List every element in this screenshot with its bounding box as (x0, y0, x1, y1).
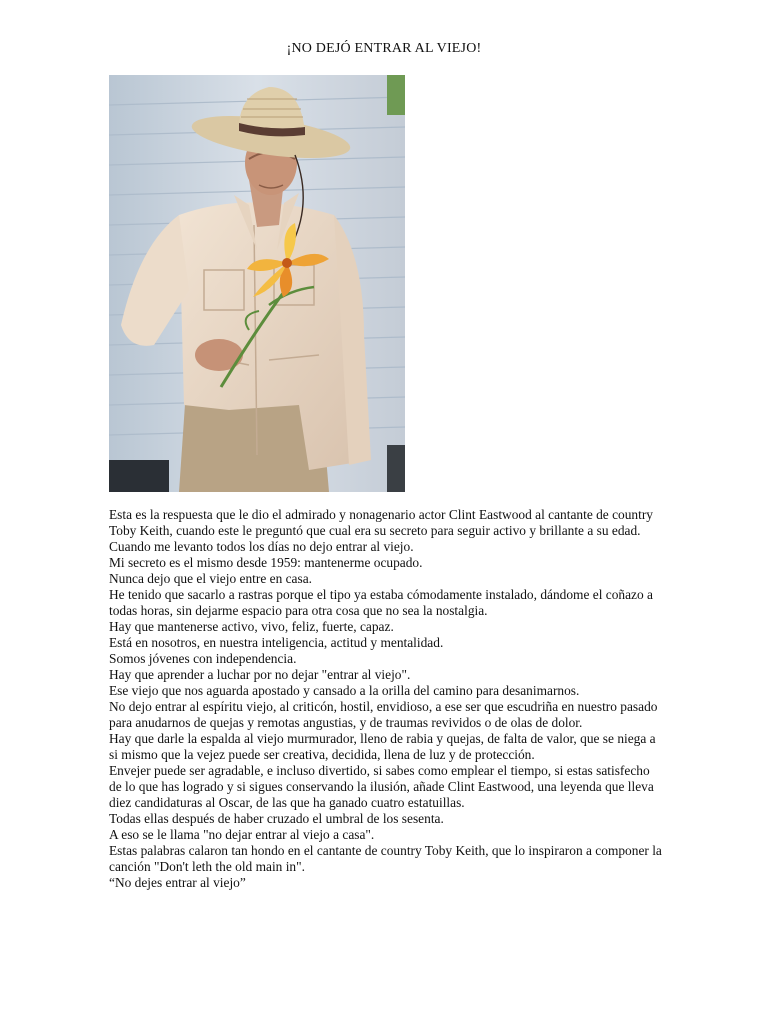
paragraph: Ese viejo que nos aguarda apostado y cansado a la orilla del camino para desanimarnos. (109, 683, 580, 698)
paragraph: He tenido que sacarlo a rastras porque el tipo ya estaba cómodamente instalado, dándome el coñazo a todas horas, sin dejarme espacio para otra cosa que no sea la nostalgia. (109, 587, 653, 618)
paragraph: Hay que mantenerse activo, vivo, feliz, fuerte, capaz. (109, 619, 394, 634)
paragraph: Hay que darle la espalda al viejo murmurador, lleno de rabia y quejas, de falta de valor, que se niega a si mismo que la vejez puede ser creativa, decidida, llena de luz y de protección. (109, 731, 656, 762)
paragraph: “No dejes entrar al viejo” (109, 875, 246, 890)
paragraph: Nunca dejo que el viejo entre en casa. (109, 571, 312, 586)
paragraph: Está en nosotros, en nuestra inteligencia, actitud y mentalidad. (109, 635, 444, 650)
paragraph: Estas palabras calaron tan hondo en el cantante de country Toby Keith, que lo inspiraron a componer la canción "Don't leth the old main in". (109, 843, 662, 874)
paragraph: Hay que aprender a luchar por no dejar "entrar al viejo". (109, 667, 411, 682)
paragraph: A eso se le llama "no dejar entrar al viejo a casa". (109, 827, 375, 842)
paragraph: No dejo entrar al espíritu viejo, al criticón, hostil, envidioso, a ese ser que escudriña en nuestro pasado para anudarnos de quejas y remotas angustias, y de traumas revividos o de olas de dolor. (109, 699, 658, 730)
paragraph: Esta es la respuesta que le dio el admirado y nonagenario actor Clint Eastwood al cantante de country Toby Keith, cuando este le preguntó que cual era su secreto para seguir activo y brillante a su edad. (109, 507, 653, 538)
paragraph: Todas ellas después de haber cruzado el umbral de los sesenta. (109, 811, 444, 826)
paragraph: Somos jóvenes con independencia. (109, 651, 297, 666)
article-body (109, 507, 665, 891)
paragraph: Cuando me levanto todos los días no dejo entrar al viejo. (109, 539, 414, 554)
page-title: ¡NO DEJÓ ENTRAR AL VIEJO! (286, 41, 482, 56)
paragraph: Mi secreto es el mismo desde 1959: mantenerme ocupado. (109, 555, 423, 570)
photo-elderly-man-with-flower (109, 75, 405, 492)
paragraph: Envejer puede ser agradable, e incluso divertido, si sabes como emplear el tiempo, si estas satisfecho de lo que has logrado y si sigues conservando la ilusión, añade Clint Eastwood, una leyenda que lleva diez candidaturas al Oscar, de las que ha ganado cuatro estatuillas. (109, 763, 654, 810)
